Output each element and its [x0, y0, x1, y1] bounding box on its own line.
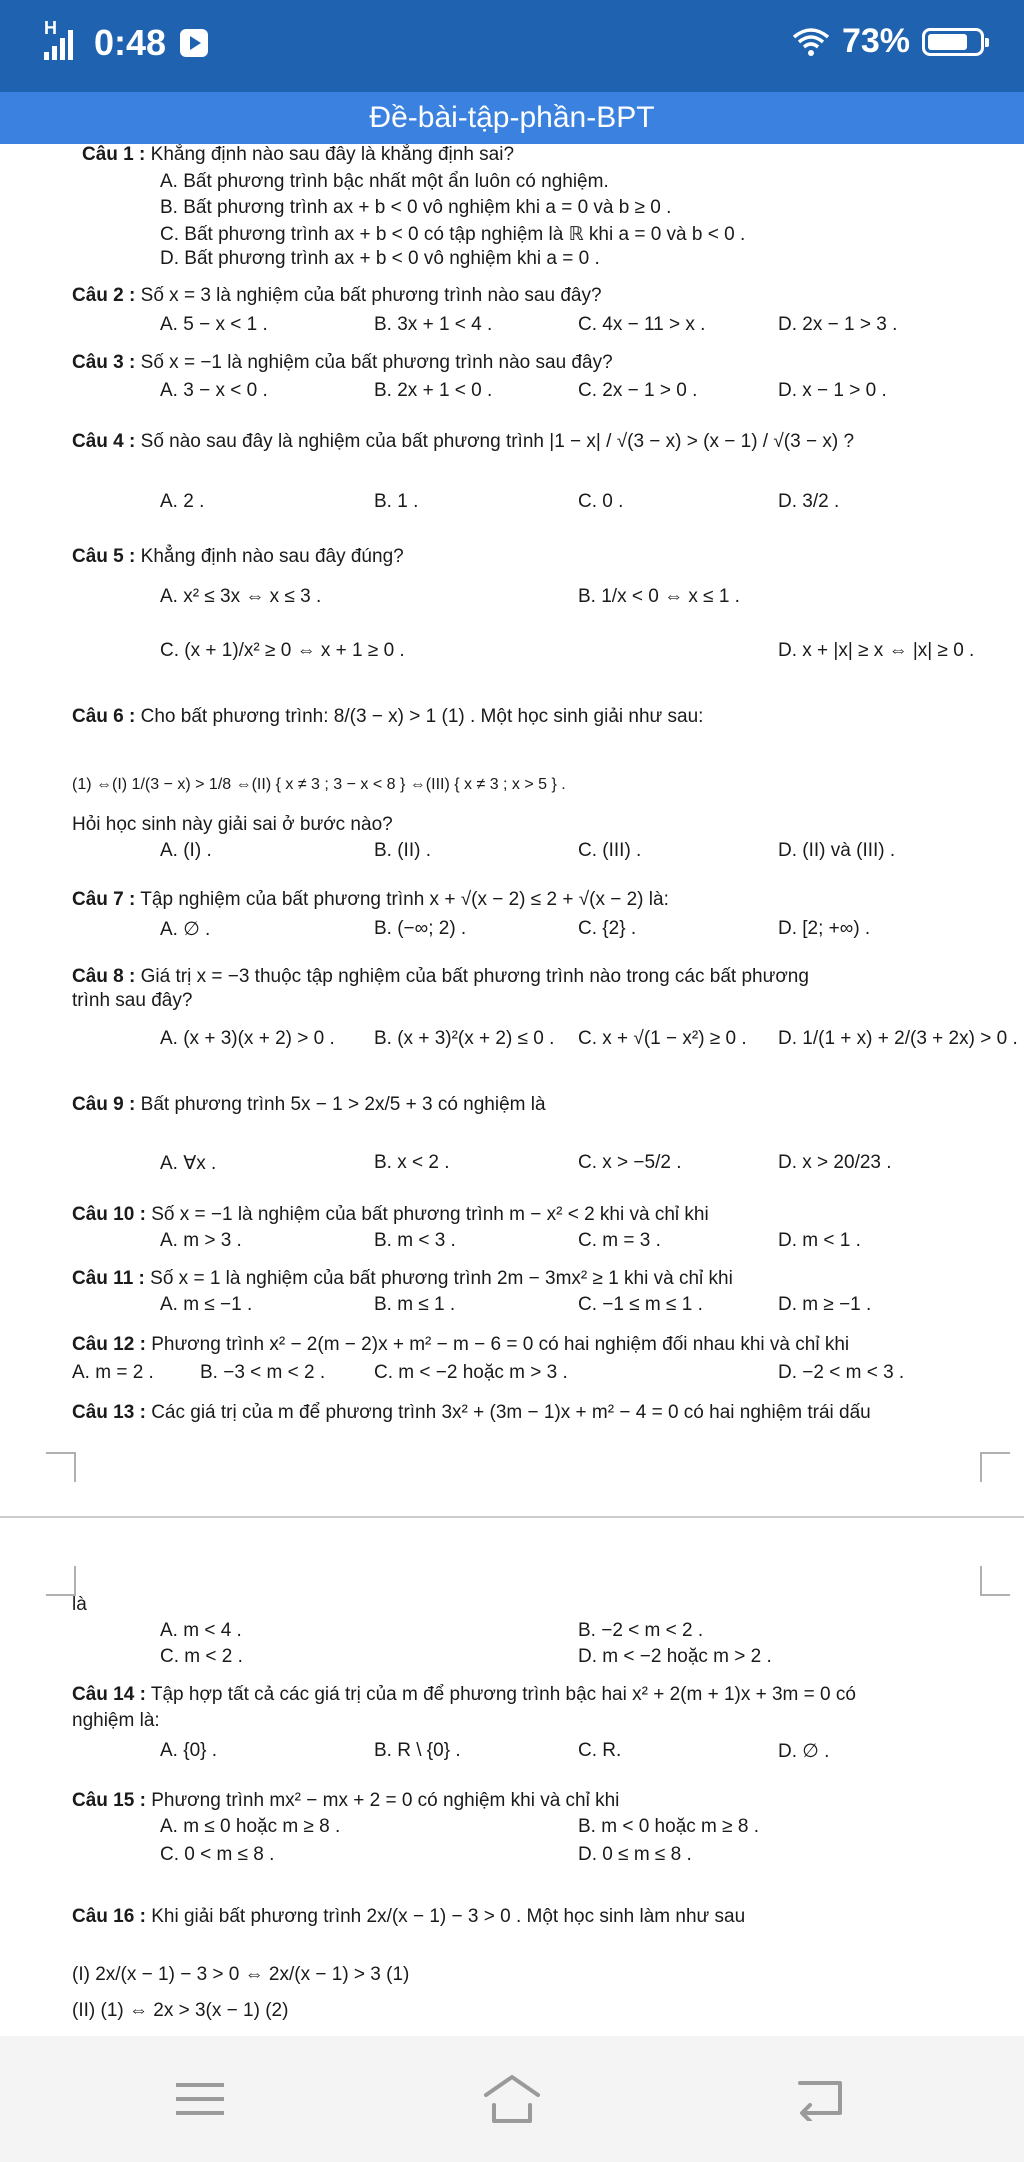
- question-11: Câu 11 : Số x = 1 là nghiệm của bất phương trình 2m − 3mx² ≥ 1 khi và chỉ khi: [72, 1268, 733, 1289]
- q9-option-a: A. ∀x .: [160, 1153, 217, 1174]
- q15-option-a: A. m ≤ 0 hoặc m ≥ 8 .: [160, 1816, 341, 1837]
- home-button[interactable]: [482, 2071, 538, 2127]
- q8-option-d: D. 1/(1 + x) + 2/(3 + 2x) > 0 .: [778, 1028, 1018, 1049]
- q15-option-d: D. 0 ≤ m ≤ 8 .: [578, 1844, 692, 1865]
- q8-option-c: C. x + √(1 − x²) ≥ 0 .: [578, 1028, 747, 1049]
- battery-icon: [922, 28, 984, 56]
- question-15: Câu 15 : Phương trình mx² − mx + 2 = 0 có nghiệm khi và chỉ khi: [72, 1790, 620, 1811]
- question-14-cont: nghiệm là:: [72, 1710, 160, 1731]
- q3-option-c: C. 2x − 1 > 0 .: [578, 380, 698, 401]
- question-2: Câu 2 : Số x = 3 là nghiệm của bất phương trình nào sau đây?: [72, 285, 602, 306]
- back-icon: [796, 2071, 846, 2121]
- status-right: [792, 22, 984, 61]
- q6-ask: Hỏi học sinh này giải sai ở bước nào?: [72, 814, 393, 835]
- q4-option-b: B. 1 .: [374, 491, 419, 512]
- q7-option-c: C. {2} .: [578, 918, 637, 939]
- q6-option-b: B. (II) .: [374, 840, 431, 861]
- q11-option-d: D. m ≥ −1 .: [778, 1294, 872, 1315]
- q4-option-c: C. 0 .: [578, 491, 624, 512]
- q2-option-c: C. 4x − 11 > x .: [578, 314, 706, 335]
- question-9: Câu 9 : Bất phương trình 5x − 1 > 2x/5 + 3 có nghiệm là: [72, 1094, 546, 1115]
- q3-option-a: A. 3 − x < 0 .: [160, 380, 268, 401]
- q5-option-d: D. x + |x| ≥ x ⇔ |x| ≥ 0 .: [778, 640, 975, 661]
- q1-option-d: D. Bất phương trình ax + b < 0 vô nghiệm khi a = 0 .: [160, 248, 600, 269]
- q11-option-b: B. m ≤ 1 .: [374, 1294, 456, 1315]
- question-7: Câu 7 : Tập nghiệm của bất phương trình x + √(x − 2) ≤ 2 + √(x − 2) là:: [72, 889, 669, 910]
- signal-icon: H: [44, 24, 84, 62]
- q5-option-a: A. x² ≤ 3x ⇔ x ≤ 3 .: [160, 586, 322, 607]
- q13-option-b: B. −2 < m < 2 .: [578, 1620, 704, 1641]
- navigation-bar: [0, 2036, 1024, 2162]
- q13-option-c: C. m < 2 .: [160, 1646, 243, 1667]
- q2-option-b: B. 3x + 1 < 4 .: [374, 314, 493, 335]
- q14-option-a: A. {0} .: [160, 1740, 218, 1761]
- question-16: Câu 16 : Khi giải bất phương trình 2x/(x − 1) − 3 > 0 . Một học sinh làm như sau: [72, 1906, 746, 1927]
- page-break: [0, 1516, 1024, 1518]
- q12-option-d: D. −2 < m < 3 .: [778, 1362, 905, 1383]
- document-page[interactable]: [0, 144, 1024, 2036]
- media-play-icon: [180, 29, 208, 57]
- wifi-icon: [792, 27, 830, 57]
- q11-option-a: A. m ≤ −1 .: [160, 1294, 253, 1315]
- q10-option-c: C. m = 3 .: [578, 1230, 661, 1251]
- q8-option-a: A. (x + 3)(x + 2) > 0 .: [160, 1028, 335, 1049]
- q15-option-b: B. m < 0 hoặc m ≥ 8 .: [578, 1816, 759, 1837]
- question-10: Câu 10 : Số x = −1 là nghiệm của bất phương trình m − x² < 2 khi và chỉ khi: [72, 1204, 709, 1225]
- q4-formula: |1 − x| / √(3 − x) > (x − 1) / √(3 − x) ?: [549, 431, 855, 452]
- q12-option-a: A. m = 2 .: [72, 1362, 154, 1383]
- q16-step-1: (I) 2x/(x − 1) − 3 > 0 ⇔ 2x/(x − 1) > 3 (1): [72, 1964, 410, 1985]
- q6-option-c: C. (III) .: [578, 840, 642, 861]
- question-1: Câu 1 : Khẳng định nào sau đây là khẳng định sai?: [82, 144, 515, 165]
- back-button[interactable]: [796, 2071, 852, 2127]
- question-6: Câu 6 : Cho bất phương trình: 8/(3 − x) > 1 (1) . Một học sinh giải như sau:: [72, 706, 704, 727]
- status-bar: [0, 0, 1024, 92]
- q15-option-c: C. 0 < m ≤ 8 .: [160, 1844, 275, 1865]
- question-13-cont: là: [72, 1594, 87, 1615]
- q12-option-c: C. m < −2 hoặc m > 3 .: [374, 1362, 568, 1383]
- q10-option-b: B. m < 3 .: [374, 1230, 456, 1251]
- status-left: [44, 18, 208, 64]
- page-corner-mark: [46, 1566, 76, 1596]
- page-corner-mark: [46, 1452, 76, 1482]
- question-8-cont: trình sau đây?: [72, 990, 193, 1011]
- home-icon: [482, 2071, 542, 2127]
- q9-option-c: C. x > −5/2 .: [578, 1152, 682, 1173]
- q9-option-d: D. x > 20/23 .: [778, 1152, 892, 1173]
- document-title: Đề-bài-tập-phần-BPT: [0, 92, 1024, 144]
- q3-option-b: B. 2x + 1 < 0 .: [374, 380, 493, 401]
- battery-percent: 73%: [841, 22, 910, 60]
- q4-option-d: D. 3/2 .: [778, 491, 840, 512]
- q12-option-b: B. −3 < m < 2 .: [200, 1362, 326, 1383]
- question-13: Câu 13 : Các giá trị của m để phương trình 3x² + (3m − 1)x + m² − 4 = 0 có hai nghiệm trái dấu: [72, 1402, 871, 1423]
- q7-option-b: B. (−∞; 2) .: [374, 918, 467, 939]
- q14-option-c: C. R.: [578, 1740, 622, 1761]
- clock: 0:48: [94, 22, 167, 63]
- question-8: Câu 8 : Giá trị x = −3 thuộc tập nghiệm của bất phương trình nào trong các bất phương: [72, 966, 809, 987]
- q5-option-c: C. (x + 1)/x² ≥ 0 ⇔ x + 1 ≥ 0 .: [160, 640, 405, 661]
- q9-option-b: B. x < 2 .: [374, 1152, 450, 1173]
- q1-option-b: B. Bất phương trình ax + b < 0 vô nghiệm khi a = 0 và b ≥ 0 .: [160, 197, 672, 218]
- menu-button[interactable]: [172, 2071, 228, 2127]
- q1-option-c: C. Bất phương trình ax + b < 0 có tập nghiệm là ℝ khi a = 0 và b < 0 .: [160, 224, 746, 245]
- question-5: Câu 5 : Khẳng định nào sau đây đúng?: [72, 546, 404, 567]
- q5-option-b: B. 1/x < 0 ⇔ x ≤ 1 .: [578, 586, 740, 607]
- question-3: Câu 3 : Số x = −1 là nghiệm của bất phương trình nào sau đây?: [72, 352, 613, 373]
- page-corner-mark: [980, 1452, 1010, 1482]
- page-corner-mark: [980, 1566, 1010, 1596]
- q14-option-d: D. ∅ .: [778, 1741, 830, 1762]
- q2-option-d: D. 2x − 1 > 3 .: [778, 314, 898, 335]
- q11-option-c: C. −1 ≤ m ≤ 1 .: [578, 1294, 703, 1315]
- q1-option-a: A. Bất phương trình bậc nhất một ẩn luôn có nghiệm.: [160, 171, 609, 192]
- q6-option-a: A. (I) .: [160, 840, 212, 861]
- question-12: Câu 12 : Phương trình x² − 2(m − 2)x + m² − m − 6 = 0 có hai nghiệm đối nhau khi và chỉ khi: [72, 1334, 850, 1355]
- q16-step-2: (II) (1) ⇔ 2x > 3(x − 1) (2): [72, 2000, 289, 2021]
- q14-option-b: B. R \ {0} .: [374, 1740, 461, 1761]
- q6-steps: (1) ⇔(I) 1/(3 − x) > 1/8 ⇔(II) { x ≠ 3 ; 3 − x < 8 } ⇔(III) { x ≠ 3 ; x > 5 } .: [72, 776, 566, 793]
- q6-option-d: D. (II) và (III) .: [778, 840, 896, 861]
- q3-option-d: D. x − 1 > 0 .: [778, 380, 887, 401]
- q13-option-a: A. m < 4 .: [160, 1620, 242, 1641]
- q10-option-a: A. m > 3 .: [160, 1230, 242, 1251]
- question-14: Câu 14 : Tập hợp tất cả các giá trị của m để phương trình bậc hai x² + 2(m + 1)x + 3m = 0 có: [72, 1684, 856, 1705]
- q8-option-b: B. (x + 3)²(x + 2) ≤ 0 .: [374, 1028, 555, 1049]
- q2-option-a: A. 5 − x < 1 .: [160, 314, 268, 335]
- q4-option-a: A. 2 .: [160, 491, 205, 512]
- q7-option-a: A. ∅ .: [160, 919, 211, 940]
- q13-option-d: D. m < −2 hoặc m > 2 .: [578, 1646, 772, 1667]
- q7-option-d: D. [2; +∞) .: [778, 918, 871, 939]
- q10-option-d: D. m < 1 .: [778, 1230, 861, 1251]
- question-4: Câu 4 : Số nào sau đây là nghiệm của bất phương trình |1 − x| / √(3 − x) > (x − 1) / √(3 − x) ?: [72, 431, 855, 452]
